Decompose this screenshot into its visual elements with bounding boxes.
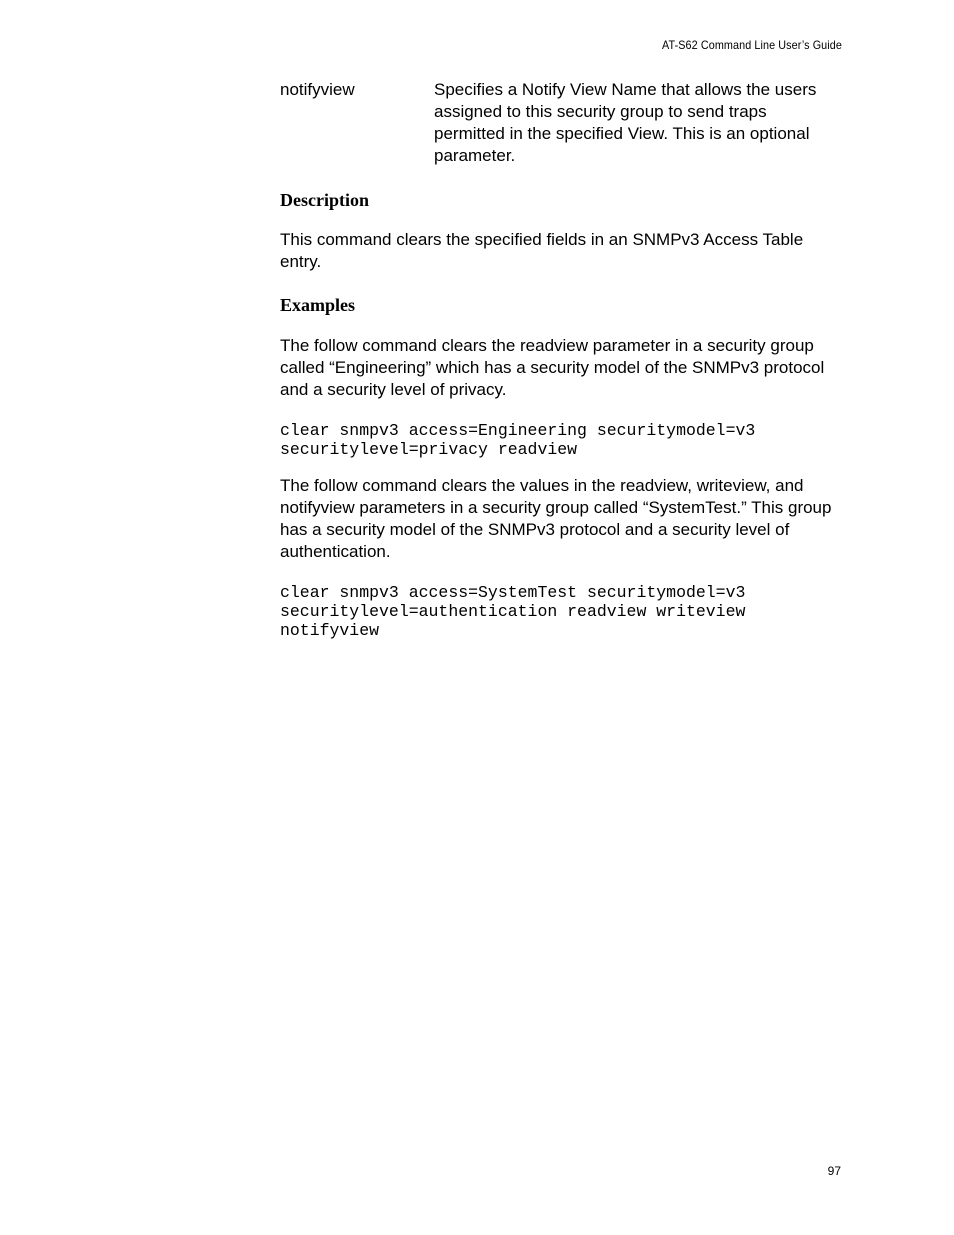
page-number: 97 <box>827 1164 841 1178</box>
parameter-name: notifyview <box>280 80 355 99</box>
running-header: AT-S62 Command Line User’s Guide <box>662 38 842 52</box>
example1-code: clear snmpv3 access=Engineering securitymodel=v3 securitylevel=privacy readview <box>280 421 756 459</box>
page-content <box>280 79 842 640</box>
description-text: This command clears the specified fields in an SNMPv3 Access Table entry. <box>280 230 804 271</box>
example1-text: The follow command clears the readview parameter in a security group called “Engineering” which has a security model of the SNMPv3 protocol and a security level of privacy. <box>280 336 825 399</box>
parameter-description: Specifies a Notify View Name that allows the users assigned to this security group to send traps permitted in the specified View. This is an optional parameter. <box>434 80 817 165</box>
examples-heading: Examples <box>280 295 356 315</box>
example2-code: clear snmpv3 access=SystemTest securitymodel=v3 securitylevel=authentication readview writeview notifyview <box>280 583 746 640</box>
parameter-row <box>280 79 842 167</box>
example2-text: The follow command clears the values in the readview, writeview, and notifyview parameters in a security group called “SystemTest.” This group has a security model of the SNMPv3 protocol and a security level of authentication. <box>280 476 832 561</box>
description-heading: Description <box>280 190 369 210</box>
